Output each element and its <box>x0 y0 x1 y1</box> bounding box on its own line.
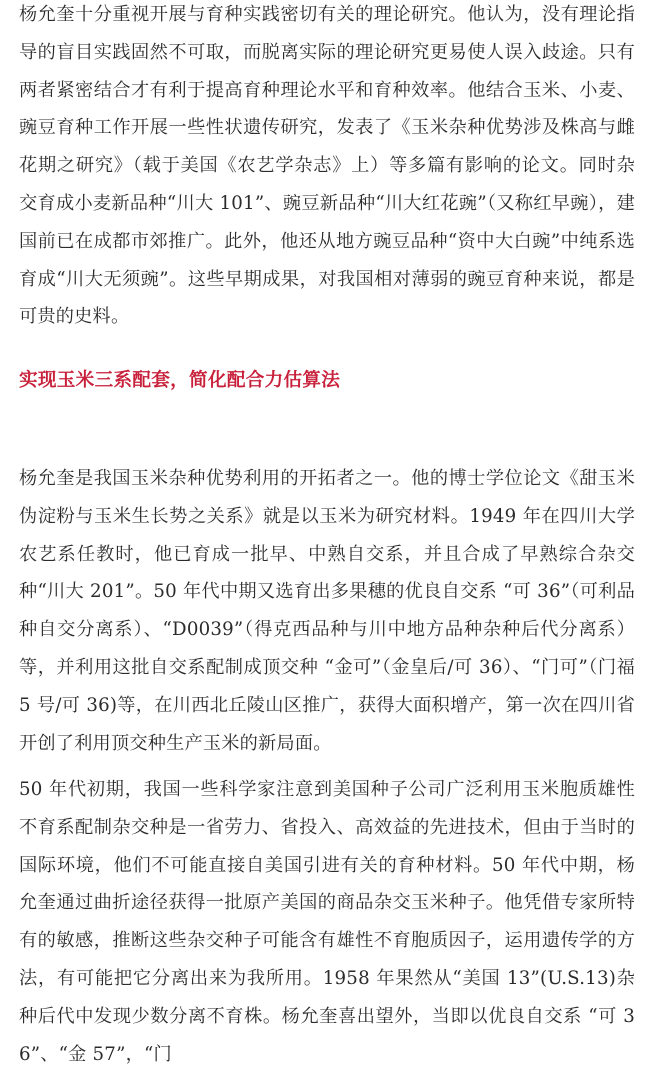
article-paragraph-2: 杨允奎是我国玉米杂种优势利用的开拓者之一。他的博士学位论文《甜玉米伪淀粉与玉米生长势之关系》就是以玉米为研究材料。1949 年在四川大学农艺系任教时，他已育成一批早、中熟自交系，并且合成了早熟综合杂交种“川大 201”。50 年代中期又选育出多果穗的优良自交系 “可 36”（可利品种自交分离系）、“D0039”（得克西品种与川中地方品种杂种后代分离系）等，并利用这批自交系配制成顶交种 “金可”（金皇后/可 36）、“门可”（门福 5 号/可 36)等，在川西北丘陵山区推广，获得大面积增产，第一次在四川省开创了利用顶交种生产玉米的新局面。 <box>19 468 635 754</box>
article-paragraph-1: 杨允奎十分重视开展与育种实践密切有关的理论研究。他认为，没有理论指导的盲目实践固然不可取，而脱离实际的理论研究更易使人误入歧途。只有两者紧密结合才有利于提高育种理论水平和育种效率。他结合玉米、小麦、豌豆育种工作开展一些性状遗传研究，发表了《玉米杂种优势涉及株高与雌花期之研究》（载于美国《农艺学杂志》上）等多篇有影响的论文。同时杂交育成小麦新品种“川大 101”、豌豆新品种“川大红花豌”（又称红早豌），建国前已在成都市郊推广。此外，他还从地方豌豆品种“资中大白豌”中纯系选育成“川大无须豌”。这些早期成果，对我国相对薄弱的豌豆育种来说，都是可贵的史料。 <box>19 4 635 328</box>
article-paragraph-3: 50 年代初期，我国一些科学家注意到美国种子公司广泛利用玉米胞质雄性不育系配制杂交种是一省劳力、省投入、高效益的先进技术，但由于当时的国际环境，他们不可能直接自美国引进有关的育种材料。50 年代中期，杨允奎通过曲折途径获得一批原产美国的商品杂交玉米种子。他凭借专家所特有的敏感，推断这些杂交种子可能含有雄性不育胞质因子，运用遗传学的方法，有可能把它分离出来为我所用。1958 年果然从“美国 13”(U.S.13)杂种后代中发现少数分离不育株。杨允奎喜出望外，当即以优良自交系 “可 36”、“金 57”，“门 <box>19 779 635 1065</box>
section-heading: 实现玉米三系配套，简化配合力估算法 <box>19 370 341 391</box>
